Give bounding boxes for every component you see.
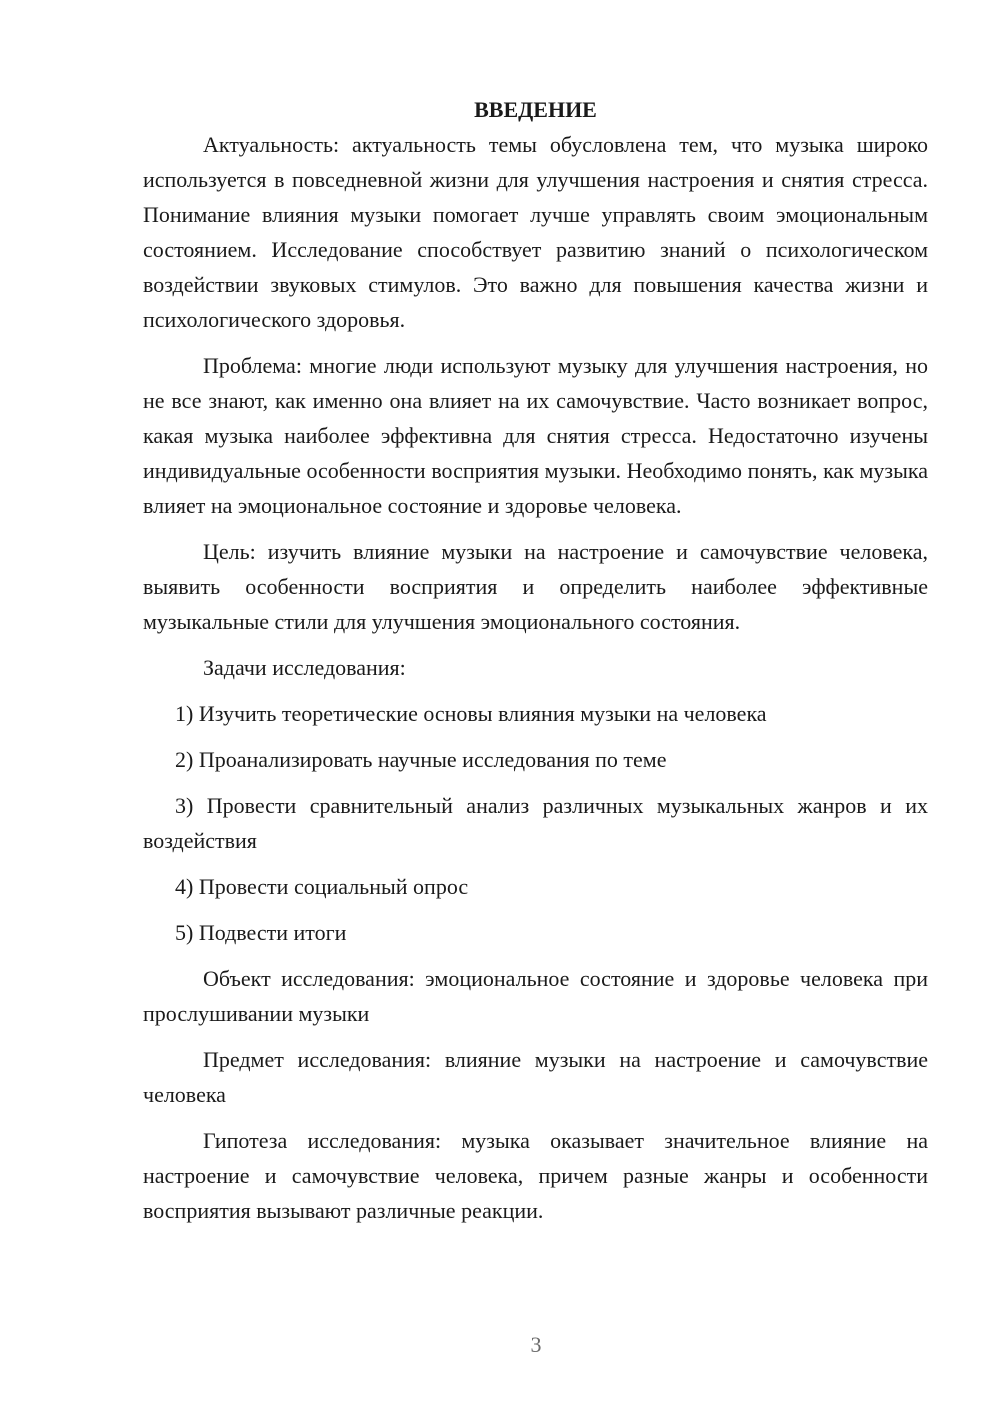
section-title: ВВЕДЕНИЕ	[474, 97, 597, 122]
problem-paragraph: Проблема: многие люди используют музыку для улучшения настроения, но не все знают, как именно она влияет на их самочувствие. Часто возникает вопрос, какая музыка наиболее эффективна для снятия стресса. Недостаточно изучены индивидуальные особенности восприятия музыки. Необходимо понять, как музыка влияет на эмоциональное состояние и здоровье человека.	[143, 353, 928, 518]
task-item-5: 5) Подвести итоги	[175, 920, 347, 945]
goal-paragraph: Цель: изучить влияние музыки на настроение и самочувствие человека, выявить особенности восприятия и определить наиболее эффективные музыкальные стили для улучшения эмоционального состояния.	[143, 539, 928, 634]
task-item-4: 4) Провести социальный опрос	[175, 874, 469, 899]
tasks-heading: Задачи исследования:	[203, 655, 406, 680]
hypothesis-paragraph: Гипотеза исследования: музыка оказывает значительное влияние на настроение и самочувствие человека, причем разные жанры и особенности восприятия вызывают различные реакции.	[143, 1128, 928, 1223]
relevance-paragraph: Актуальность: актуальность темы обусловлена тем, что музыка широко используется в повседневной жизни для улучшения настроения и снятия стресса. Понимание влияния музыки помогает лучше управлять своим эмоциональным состоянием. Исследование способствует развитию знаний о психологическом воздействии звуковых стимулов. Это важно для повышения качества жизни и психологического здоровья.	[143, 132, 928, 332]
page-number: 3	[530, 1332, 542, 1357]
object-paragraph: Объект исследования: эмоциональное состояние и здоровье человека при прослушивании музыки	[143, 966, 928, 1026]
task-item-3: 3) Провести сравнительный анализ различных музыкальных жанров и их воздействия	[143, 793, 928, 853]
task-item-1: 1) Изучить теоретические основы влияния музыки на человека	[175, 701, 767, 726]
page-content	[143, 92, 928, 1239]
subject-paragraph: Предмет исследования: влияние музыки на настроение и самочувствие человека	[143, 1047, 928, 1107]
task-item-2: 2) Проанализировать научные исследования по теме	[175, 747, 667, 772]
